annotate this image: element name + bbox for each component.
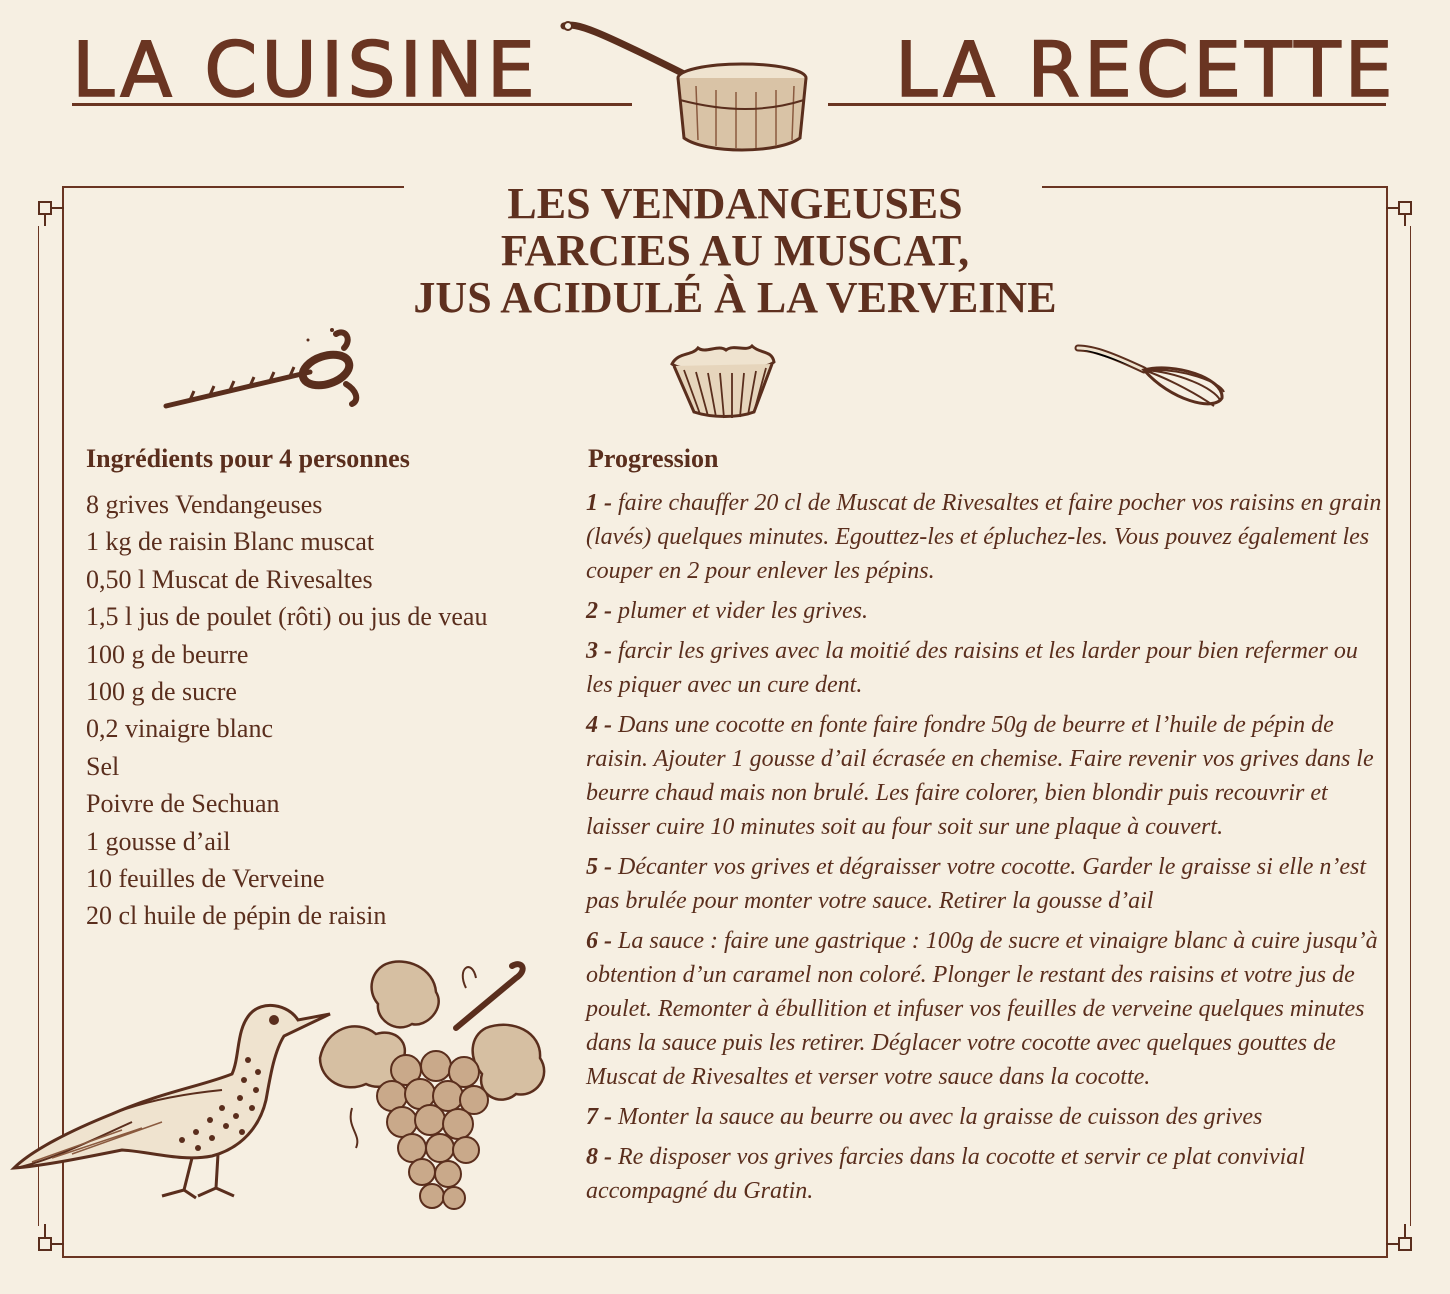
tart-mold-icon: [668, 340, 778, 420]
progression-heading: Progression: [588, 444, 719, 473]
corkscrew-icon: [160, 326, 365, 416]
title-line-1: LES VENDANGEUSES: [507, 179, 963, 228]
step-text: Monter la sauce au beurre ou avec la graisse de cuisson des grives: [618, 1104, 1263, 1130]
step-text: Re disposer vos grives farcies dans la cocotte et servir ce plat convivial accompagné du Gratin.: [586, 1144, 1305, 1204]
saucepan-icon: [556, 16, 806, 156]
ingredient-item: 100 g de sucre: [86, 677, 237, 707]
step-4: [586, 708, 1386, 844]
ingredients-heading: Ingrédients pour 4 personnes: [86, 444, 410, 473]
step-text: plumer et vider les grives.: [618, 598, 868, 624]
ingredient-item: 100 g de beurre: [86, 639, 249, 669]
step-text: Dans une cocotte en fonte faire fondre 50g de beurre et l’huile de pépin de raisin. Ajouter 1 gousse d’ail écrasée en chemise. Faire revenir vos grives dans le beurre chaud mais non brulé. Les faire colorer, bien blondir puis recouvrir et laisser cuire 10 minutes soit au four soit sur une plaque à couvert.: [586, 712, 1374, 840]
thrush-bird-icon: [12, 990, 342, 1205]
ingredient-item: 20 cl huile de pépin de raisin: [86, 901, 387, 931]
step-number: 4 -: [586, 712, 612, 738]
step-text: faire chauffer 20 cl de Muscat de Rivesaltes et faire pocher vos raisins en grain (lavés) quelques minutes. Egouttez-les et épluchez-les. Vous pouvez également les couper en 2 pour enlever les pépins.: [586, 490, 1382, 584]
step-3: [586, 634, 1386, 702]
title-line-3: JUS ACIDULÉ À LA VERVEINE: [413, 273, 1057, 322]
ingredient-item: Sel: [86, 751, 120, 781]
step-number: 5 -: [586, 854, 612, 880]
step-2: [586, 594, 1386, 628]
ingredients-list: [86, 486, 487, 935]
frame-right: [1386, 186, 1388, 1256]
ingredient-item: 1 kg de raisin Blanc muscat: [86, 527, 375, 557]
step-8: [586, 1140, 1386, 1208]
step-number: 6 -: [586, 928, 612, 954]
step-number: 7 -: [586, 1104, 612, 1130]
title-line-2: FARCIES AU MUSCAT,: [500, 226, 970, 275]
progression-steps: [586, 486, 1386, 1214]
step-number: 3 -: [586, 638, 612, 664]
frame-top-left: [62, 186, 404, 188]
step-5: [586, 850, 1386, 918]
step-number: 2 -: [586, 598, 612, 624]
whisk-icon: [1074, 342, 1229, 414]
step-1: [586, 486, 1386, 588]
ingredient-item: 0,50 l Muscat de Rivesaltes: [86, 564, 373, 594]
step-number: 1 -: [586, 490, 612, 516]
ingredient-item: 1 gousse d’ail: [86, 826, 231, 856]
ingredient-item: 0,2 vinaigre blanc: [86, 714, 273, 744]
step-number: 8 -: [586, 1144, 612, 1170]
header-la-recette: LA RECETTE: [895, 25, 1397, 114]
step-7: [586, 1100, 1386, 1134]
frame-inner-right: [1410, 226, 1411, 1226]
corner-ornament-bl: [36, 1224, 66, 1258]
header-la-cuisine: LA CUISINE: [72, 25, 539, 114]
corner-ornament-tl: [36, 196, 66, 228]
corner-ornament-br: [1384, 1224, 1414, 1258]
ingredient-item: Poivre de Sechuan: [86, 789, 280, 819]
step-6: [586, 924, 1386, 1094]
frame-top-right: [1042, 186, 1386, 188]
step-text: farcir les grives avec la moitié des raisins et les larder pour bien refermer ou les piquer avec un cure dent.: [586, 638, 1358, 698]
step-text: Décanter vos grives et dégraisser votre cocotte. Garder le graisse si elle n’est pas brulée pour monter votre sauce. Retirer la gousse d’ail: [586, 854, 1367, 914]
header-left-rule: [72, 103, 632, 106]
ingredient-item: 1,5 l jus de poulet (rôti) ou jus de veau: [86, 602, 488, 632]
corner-ornament-tr: [1384, 196, 1414, 228]
step-text: La sauce : faire une gastrique : 100g de sucre et vinaigre blanc à cuire jusqu’à obtention d’un caramel non coloré. Plonger le restant des raisins et votre jus de poulet. Remonter à ébullition et infuser vos feuilles de verveine quelques minutes dans la sauce puis les retirer. Déglacer votre cocotte avec quelques gouttes de Muscat de Rivesaltes et verser votre sauce dans la cocotte.: [586, 928, 1378, 1090]
frame-bottom: [62, 1256, 1388, 1258]
grape-bunch-icon: [316, 958, 556, 1223]
header-right-rule: [828, 103, 1386, 106]
ingredient-item: 8 grives Vendangeuses: [86, 490, 323, 519]
recipe-title: [380, 180, 1090, 321]
ingredient-item: 10 feuilles de Verveine: [86, 864, 325, 894]
